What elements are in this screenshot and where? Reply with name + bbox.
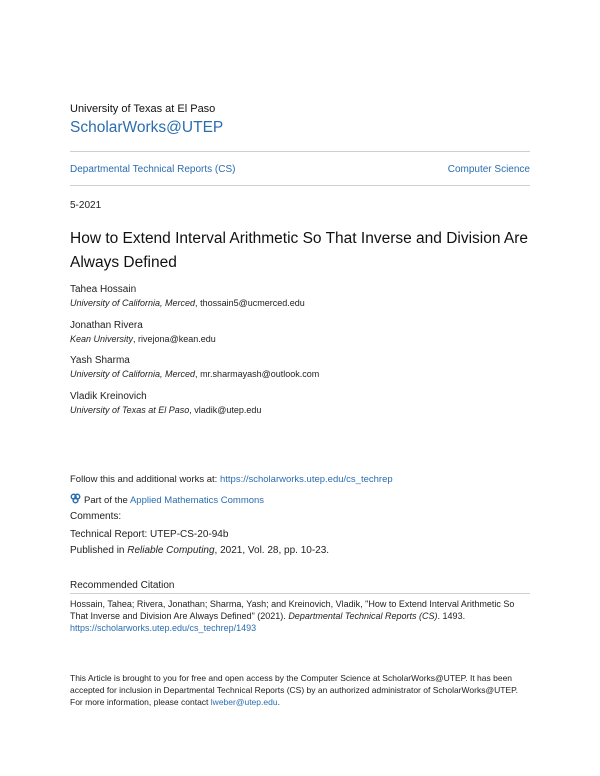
access-statement: This Article is brought to you for free and open access by the Computer Science at ScholarWorks@UTEP. It has been accepted for inclusion in Departmental Technical Reports (CS) by an authorized administrator of ScholarWorks@UTEP. For more information, please contact lweber@utep.edu. [70,673,519,707]
author-name: Yash Sharma [70,355,130,366]
author-affiliation: University of California, Merced, thossain5@ucmerced.edu [70,298,305,308]
citation-heading: Recommended Citation [70,580,175,591]
author-name: Jonathan Rivera [70,320,143,331]
part-of-line: Part of the Applied Mathematics Commons [70,493,264,506]
author-affiliation: Kean University, rivejona@kean.edu [70,334,216,344]
publication-date: 5-2021 [70,200,102,211]
author-affiliation: University of Texas at El Paso, vladik@utep.edu [70,405,262,415]
author-block [70,320,216,344]
contact-email[interactable]: lweber@utep.edu [210,697,278,707]
report-number: Technical Report: UTEP-CS-20-94b [70,529,229,540]
commons-link[interactable]: Applied Mathematics Commons [129,495,265,506]
divider [70,151,530,152]
institution-name: University of Texas at El Paso [70,103,216,115]
citation-text: Hossain, Tahea; Rivera, Jonathan; Sharma, Yash; and Kreinovich, Vladik, "How to Extend Interval Arithmetic So That Inverse and Division Are Always Defined" (2021). Departmental Technical Reports (CS). 1493. https://scholarworks.utep.edu/cs_techrep/1493 [70,599,515,633]
published-in: Published in Reliable Computing, 2021, Vol. 28, pp. 10-23. [70,545,330,556]
collection-link[interactable]: https://scholarworks.utep.edu/cs_techrep [219,474,393,485]
author-affiliation: University of California, Merced, mr.sharmayash@outlook.com [70,369,320,379]
author-name: Vladik Kreinovich [70,391,147,402]
series-link[interactable]: Departmental Technical Reports (CS) [70,164,236,175]
divider [70,185,530,186]
divider [70,593,530,594]
comments-label: Comments: [70,511,122,522]
author-name: Tahea Hossain [70,284,137,295]
follow-line: Follow this and additional works at: https://scholarworks.utep.edu/cs_techrep [70,474,393,485]
citation-url[interactable]: https://scholarworks.utep.edu/cs_techrep/1493 [70,623,257,633]
open-access-icon [70,493,81,504]
paper-title: How to Extend Interval Arithmetic So That Inverse and Division Are Always Defined [70,230,529,271]
repository-link[interactable]: ScholarWorks@UTEP [70,119,224,136]
author-block [70,355,319,379]
department-link[interactable]: Computer Science [447,164,530,175]
author-block [70,284,305,308]
author-block [70,391,261,415]
